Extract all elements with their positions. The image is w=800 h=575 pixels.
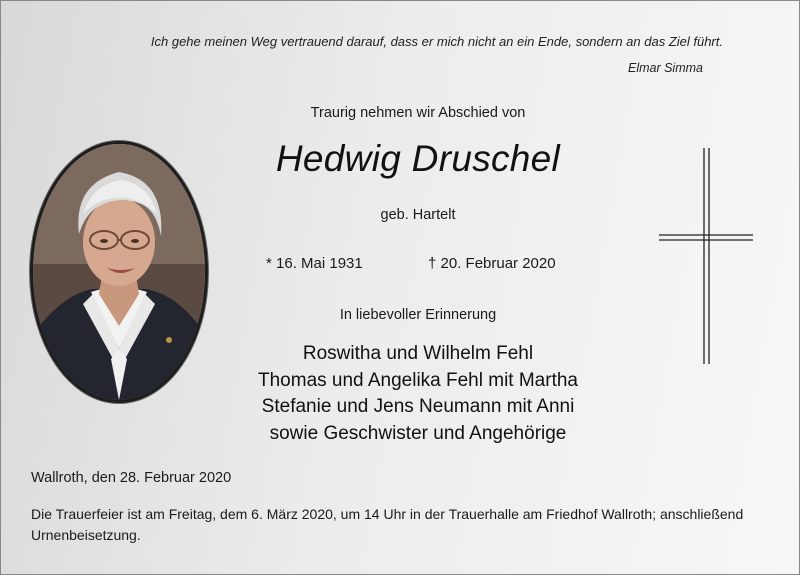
cross-icon [657, 146, 757, 371]
mourner-line: Roswitha und Wilhelm Fehl [302, 343, 534, 364]
deceased-name: Hedwig Druschel [275, 138, 561, 179]
intro-text: Traurig nehmen wir Abschied von [310, 105, 526, 121]
quote-author: Elmar Simma [627, 61, 703, 75]
mourner-line: sowie Geschwister und Angehörige [269, 422, 567, 444]
cross-drawing [657, 146, 757, 366]
place-date: Wallroth, den 28. Februar 2020 [31, 470, 232, 486]
service-notice: Die Trauerfeier ist am Freitag, dem 6. März 2020, um 14 Uhr in der Trauerhalle am Friedhof Wallroth; anschließend Urnenbeisetzung. [31, 506, 744, 543]
birth-name: geb. Hartelt [380, 207, 456, 223]
mourner-line: Stefanie und Jens Neumann mit Anni [261, 396, 575, 417]
death-date: † 20. Februar 2020 [428, 255, 556, 272]
mourner-line: Thomas und Angelika Fehl mit Martha [258, 369, 578, 391]
memory-line: In liebevoller Erinnerung [339, 307, 497, 323]
birth-date: * 16. Mai 1931 [266, 255, 363, 272]
mourners-list [1, 341, 800, 447]
quote-text: Ich gehe meinen Weg vertrauend darauf, dass er mich nicht an ein Ende, sondern an das Ziel führt. [150, 34, 723, 49]
